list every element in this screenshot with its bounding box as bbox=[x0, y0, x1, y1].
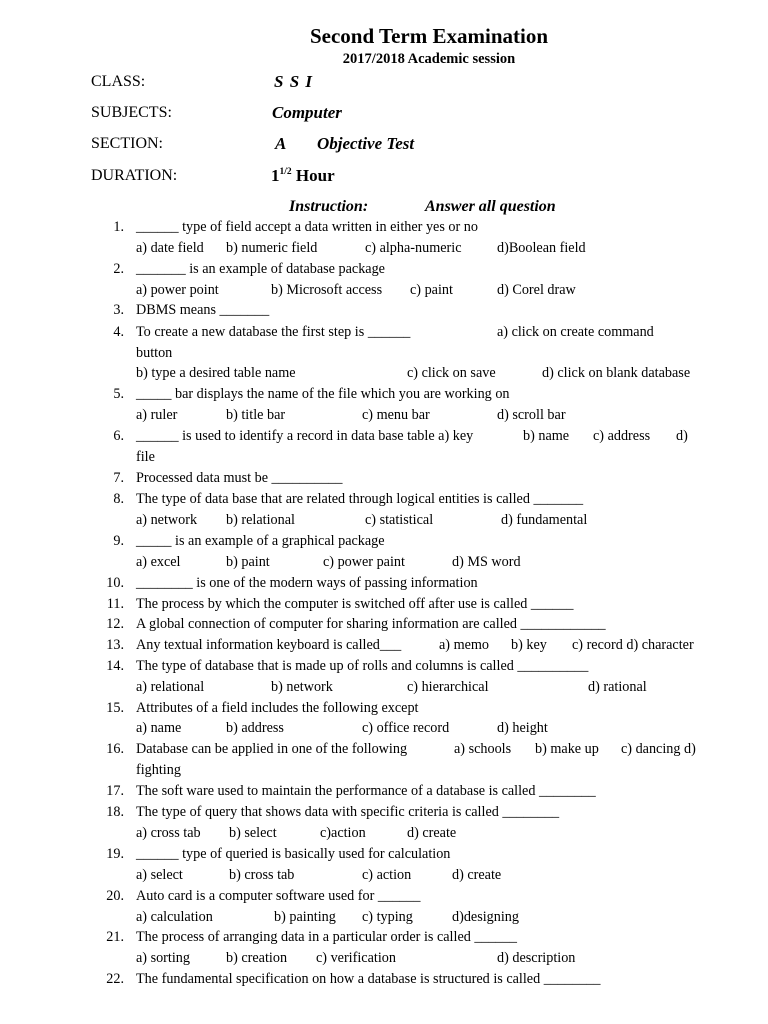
question-text: The process of arranging data in a particular order is called ______ bbox=[136, 929, 517, 945]
question-line bbox=[0, 219, 768, 239]
question-text: ______ type of queried is basically used for calculation bbox=[136, 846, 451, 862]
answer-option: b) relational bbox=[226, 512, 295, 528]
question-text: DBMS means _______ bbox=[136, 302, 270, 318]
answer-option: b) numeric field bbox=[226, 240, 318, 256]
question-number: 7. bbox=[113, 470, 124, 486]
section-letter: A bbox=[275, 134, 287, 153]
duration-base: 1 bbox=[271, 166, 280, 185]
section-label: SECTION: bbox=[91, 135, 163, 152]
question-text: The process by which the computer is switched off after use is called ______ bbox=[136, 596, 574, 612]
answer-option: d) create bbox=[407, 825, 457, 841]
question-line bbox=[0, 616, 768, 636]
question-line bbox=[0, 846, 768, 866]
question-number: 15. bbox=[106, 700, 124, 716]
answer-option: a) ruler bbox=[136, 407, 178, 423]
question-text: _______ is an example of database package bbox=[136, 261, 385, 277]
question-number: 21. bbox=[106, 929, 124, 945]
answer-option: a) sorting bbox=[136, 950, 190, 966]
answer-option: c) click on save bbox=[407, 365, 496, 381]
exam-title: Second Term Examination bbox=[309, 24, 549, 48]
question-line bbox=[0, 783, 768, 803]
question-line bbox=[0, 596, 768, 616]
question-number: 18. bbox=[106, 804, 124, 820]
answer-option: b) make up bbox=[535, 741, 599, 757]
question-number: 14. bbox=[106, 658, 124, 674]
options-line bbox=[0, 909, 768, 929]
question-text: Any textual information keyboard is called___ bbox=[136, 637, 402, 653]
question-number: 5. bbox=[113, 386, 124, 402]
answer-option: b) name bbox=[523, 428, 570, 444]
duration-unit: Hour bbox=[295, 166, 335, 185]
question-line bbox=[0, 929, 768, 949]
answer-option: b) key bbox=[511, 637, 547, 653]
class-value: S S I bbox=[274, 72, 314, 91]
answer-option: d)designing bbox=[452, 909, 519, 925]
question-number: 13. bbox=[106, 637, 124, 653]
answer-option: a) date field bbox=[136, 240, 204, 256]
question-text: ______ type of field accept a data written in either yes or no bbox=[136, 219, 478, 235]
answer-option: button bbox=[136, 345, 173, 361]
question-line bbox=[0, 261, 768, 281]
question-number: 6. bbox=[113, 428, 124, 444]
question-number: 8. bbox=[113, 491, 124, 507]
instruction-label: Instruction: bbox=[289, 198, 369, 215]
answer-option: b) address bbox=[226, 720, 284, 736]
options-line bbox=[0, 825, 768, 845]
question-number: 12. bbox=[106, 616, 124, 632]
answer-option: d) scroll bar bbox=[497, 407, 566, 423]
answer-option: b) type a desired table name bbox=[136, 365, 296, 381]
options-line bbox=[0, 720, 768, 740]
question-text: The fundamental specification on how a database is structured is called ________ bbox=[136, 971, 601, 987]
question-line bbox=[0, 658, 768, 678]
answer-option: c) hierarchical bbox=[407, 679, 489, 695]
answer-option: a) cross tab bbox=[136, 825, 201, 841]
question-line bbox=[0, 302, 768, 322]
answer-option: c) action bbox=[362, 867, 412, 883]
question-line bbox=[0, 804, 768, 824]
answer-option: a) select bbox=[136, 867, 183, 883]
question-number: 4. bbox=[113, 324, 124, 340]
answer-option: d)Boolean field bbox=[497, 240, 586, 256]
options-line bbox=[0, 240, 768, 260]
academic-session: 2017/2018 Academic session bbox=[342, 51, 516, 67]
question-text: The soft ware used to maintain the performance of a database is called ________ bbox=[136, 783, 596, 799]
subjects-value: Computer bbox=[272, 103, 342, 122]
answer-option: b) Microsoft access bbox=[271, 282, 383, 298]
class-label: CLASS: bbox=[91, 73, 146, 90]
question-text: The type of data base that are related through logical entities is called _______ bbox=[136, 491, 584, 507]
question-line bbox=[0, 386, 768, 406]
answer-option: c) dancing d) bbox=[621, 741, 696, 757]
answer-option: a) name bbox=[136, 720, 182, 736]
question-text: A global connection of computer for sharing information are called ____________ bbox=[136, 616, 606, 632]
answer-option: a) schools bbox=[454, 741, 512, 757]
answer-option: b) paint bbox=[226, 554, 270, 570]
answer-option: a) excel bbox=[136, 554, 181, 570]
question-line bbox=[0, 575, 768, 595]
question-text: Processed data must be __________ bbox=[136, 470, 343, 486]
answer-option: c)action bbox=[320, 825, 366, 841]
answer-option: b) select bbox=[229, 825, 277, 841]
question-text: The type of database that is made up of rolls and columns is called __________ bbox=[136, 658, 589, 674]
question-number: 3. bbox=[113, 302, 124, 318]
answer-option: d) MS word bbox=[452, 554, 521, 570]
options-line bbox=[0, 345, 768, 365]
question-number: 11. bbox=[106, 596, 124, 612]
question-line bbox=[0, 470, 768, 490]
duration-superscript: 1/2 bbox=[279, 167, 292, 177]
question-line bbox=[0, 533, 768, 553]
question-number: 20. bbox=[106, 888, 124, 904]
question-number: 16. bbox=[106, 741, 124, 757]
question-text: ________ is one of the modern ways of passing information bbox=[136, 575, 478, 591]
question-number: 17. bbox=[106, 783, 124, 799]
answer-option: a) relational bbox=[136, 679, 205, 695]
options-line bbox=[0, 365, 768, 385]
answer-option: d) fundamental bbox=[501, 512, 588, 528]
question-line bbox=[0, 700, 768, 720]
question-number: 22. bbox=[106, 971, 124, 987]
question-text: Auto card is a computer software used for ______ bbox=[136, 888, 421, 904]
question-number: 9. bbox=[113, 533, 124, 549]
answer-option: d) Corel draw bbox=[497, 282, 576, 298]
options-line bbox=[0, 679, 768, 699]
answer-option: b) network bbox=[271, 679, 333, 695]
answer-option: d) description bbox=[497, 950, 576, 966]
answer-option: c) typing bbox=[362, 909, 413, 925]
answer-option: b) cross tab bbox=[229, 867, 295, 883]
question-line bbox=[0, 888, 768, 908]
options-line bbox=[0, 407, 768, 427]
answer-option: c) address bbox=[593, 428, 651, 444]
answer-option: b) title bar bbox=[226, 407, 286, 423]
answer-option: a) memo bbox=[439, 637, 490, 653]
instruction-value: Answer all question bbox=[425, 198, 556, 215]
options-line bbox=[0, 282, 768, 302]
answer-option: c) verification bbox=[316, 950, 396, 966]
options-line bbox=[0, 867, 768, 887]
options-line bbox=[0, 762, 768, 782]
answer-option: fighting bbox=[136, 762, 181, 778]
options-line bbox=[0, 554, 768, 574]
question-text: Attributes of a field includes the following except bbox=[136, 700, 419, 716]
answer-option: d) click on blank database bbox=[542, 365, 691, 381]
question-text: ______ is used to identify a record in data base table a) key bbox=[136, 428, 474, 444]
options-line bbox=[0, 950, 768, 970]
answer-option: c) power paint bbox=[323, 554, 405, 570]
answer-option: c) alpha-numeric bbox=[365, 240, 462, 256]
answer-option: d) create bbox=[452, 867, 502, 883]
question-line bbox=[0, 971, 768, 991]
question-number: 1. bbox=[113, 219, 124, 235]
question-line bbox=[0, 324, 768, 344]
answer-option: d) height bbox=[497, 720, 548, 736]
options-line bbox=[0, 449, 768, 469]
question-text: To create a new database the first step is ______ bbox=[136, 324, 411, 340]
subjects-label: SUBJECTS: bbox=[91, 104, 172, 121]
answer-option: c) paint bbox=[410, 282, 453, 298]
answer-option: a) power point bbox=[136, 282, 219, 298]
question-number: 10. bbox=[106, 575, 124, 591]
question-text: The type of query that shows data with specific criteria is called ________ bbox=[136, 804, 560, 820]
answer-option: c) menu bar bbox=[362, 407, 430, 423]
answer-option: b) creation bbox=[226, 950, 288, 966]
question-line bbox=[0, 741, 768, 761]
question-text: Database can be applied in one of the following bbox=[136, 741, 408, 757]
options-line bbox=[0, 512, 768, 532]
answer-option: file bbox=[136, 449, 155, 465]
answer-option: a) click on create command bbox=[497, 324, 654, 340]
question-line bbox=[0, 637, 768, 657]
duration-value bbox=[271, 166, 335, 186]
answer-option: a) calculation bbox=[136, 909, 213, 925]
answer-option: b) painting bbox=[274, 909, 336, 925]
question-line bbox=[0, 491, 768, 511]
section-value: Objective Test bbox=[317, 134, 415, 153]
answer-option: c) office record bbox=[362, 720, 450, 736]
question-text: _____ bar displays the name of the file which you are working on bbox=[136, 386, 510, 402]
question-number: 2. bbox=[113, 261, 124, 277]
duration-label: DURATION: bbox=[91, 167, 178, 184]
question-text: _____ is an example of a graphical package bbox=[136, 533, 385, 549]
answer-option: c) statistical bbox=[365, 512, 434, 528]
answer-option: d) rational bbox=[588, 679, 647, 695]
answer-option: d) bbox=[676, 428, 688, 444]
question-line bbox=[0, 428, 768, 448]
question-number: 19. bbox=[106, 846, 124, 862]
answer-option: a) network bbox=[136, 512, 198, 528]
answer-option: c) record d) character bbox=[572, 637, 694, 653]
